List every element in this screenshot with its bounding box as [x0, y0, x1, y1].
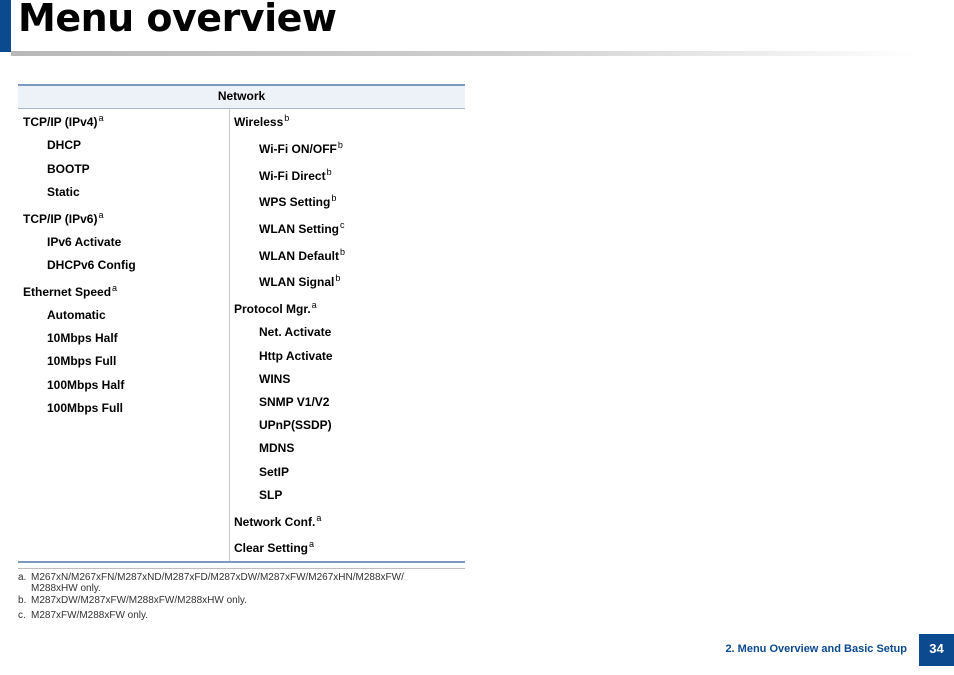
menu-subitem: 10Mbps Full [47, 354, 117, 368]
menu-subitem: 100Mbps Full [47, 401, 124, 415]
page-title: Menu overview [18, 0, 337, 40]
menu-subitem: BOOTP [47, 162, 90, 176]
menu-subitem: WLAN Default$^b$ [259, 247, 346, 263]
menu-item: Wireless$^b$ [234, 113, 290, 129]
chapter-footer: 2. Menu Overview and Basic Setup [725, 643, 907, 655]
menu-subitem: Static [47, 185, 80, 199]
menu-subitem: WINS [259, 372, 291, 386]
menu-subitem: MDNS [259, 441, 295, 455]
menu-subitem: SetIP [259, 465, 290, 479]
menu-subitem: DHCP [47, 138, 82, 152]
menu-subitem: DHCPv6 Config [47, 258, 136, 272]
footnote-c: c. M287xFW/M288xFW only. [18, 610, 149, 621]
footnote-rule [18, 568, 465, 569]
menu-subitem: UPnP(SSDP) [259, 418, 332, 432]
menu-item: TCP/IP $(IPv4)^a$ [23, 113, 104, 129]
menu-subitem: Automatic [47, 308, 106, 322]
menu-subitem: IPv6 Activate [47, 235, 122, 249]
title-underline [11, 51, 916, 56]
menu-subitem: Http Activate [259, 349, 333, 363]
footnote-b: b. M287xDW/M287xFW/M288xFW/M288xHW only. [18, 595, 247, 606]
menu-subitem: WPS Setting$^b$ [259, 193, 337, 209]
column-divider [229, 109, 230, 562]
menu-item: TCP/IP $(IPv6)^a$ [23, 210, 104, 226]
menu-subitem: Wi-Fi ON/OFF$^b$ [259, 140, 343, 156]
menu-subitem: SLP [259, 488, 283, 502]
table-bottom-rule [18, 561, 465, 563]
title-accent-bar [0, 0, 11, 52]
menu-subitem: 100Mbps Half [47, 378, 125, 392]
footnote-a: a. M267xN/M267xFN/M287xND/M287xFD/M287xDW/M287xFW/M267xHN/M288xFW/ M288xHW only. [18, 572, 404, 594]
menu-subitem: Wi-Fi Direct$^b$ [259, 167, 332, 183]
menu-item: Ethernet Speed$^a$ [23, 283, 118, 299]
menu-subitem: SNMP V1/V2 [259, 395, 330, 409]
menu-subitem: 10Mbps Half [47, 331, 118, 345]
table-header: Network [18, 84, 465, 109]
page-number: 34 [919, 634, 954, 666]
menu-subitem: WLAN Signal$^b$ [259, 273, 341, 289]
menu-subitem: Net. Activate [259, 325, 332, 339]
menu-table [18, 84, 465, 563]
menu-item: Protocol Mgr.$^a$ [234, 300, 317, 316]
menu-item: Clear Setting$^a$ [234, 539, 315, 555]
menu-subitem: WLAN Setting$^c$ [259, 220, 345, 236]
menu-item: Network Conf.$^a$ [234, 513, 322, 529]
